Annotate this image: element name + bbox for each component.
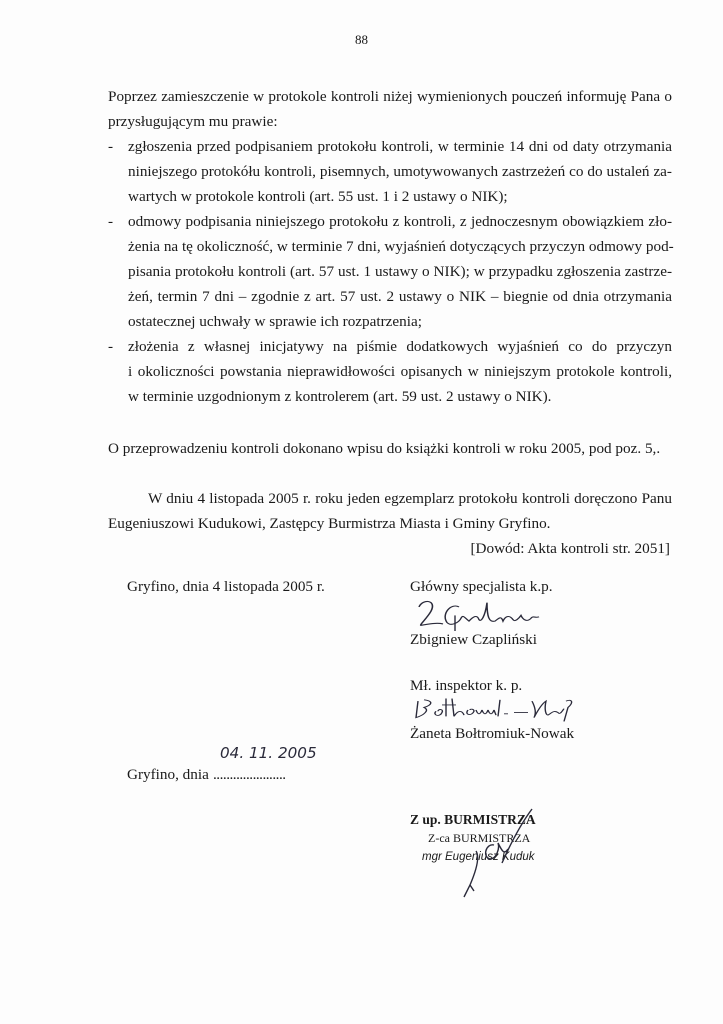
stamp-line-1: Z up. BURMISTRZA: [410, 812, 536, 827]
bullet-2-line-4: żeń, termin 7 dni – zgodnie z art. 57 ust. 2 ustawy o NIK – biegnie od dnia otrzymania: [128, 288, 672, 305]
signature-boltromiuk-nowak: [412, 696, 592, 724]
signature-kuduk: [440, 805, 550, 900]
bullet-dash: -: [108, 138, 114, 155]
stamp-line-3: mgr Eugeniusz Kuduk: [422, 851, 535, 863]
signatory-2-name: Żaneta Bołtromiuk-Nowak: [410, 725, 575, 742]
evidence-reference: [Dowód: Akta kontroli str. 2051]: [470, 540, 670, 557]
intro-line-1: Poprzez zamieszczenie w protokole kontroli niżej wymienionych pouczeń informuję Pana o: [108, 88, 672, 105]
bullet-3-line-2: i okoliczności powstania nieprawidłowości opisanych w niniejszym protokole kontroli,: [128, 363, 672, 380]
bullet-1-line-2: niniejszego protokółu kontroli, pisemnych, umotywowanych zastrzeżeń co do ustaleń za-: [128, 163, 672, 180]
delivery-line-2: Eugeniuszowi Kudukowi, Zastępcy Burmistrza Miasta i Gminy Gryfino.: [108, 515, 551, 532]
bullet-3-line-1: złożenia z własnej inicjatywy na piśmie dodatkowych wyjaśnień co do przyczyn: [128, 338, 672, 355]
place-date: Gryfino, dnia 4 listopada 2005 r.: [127, 578, 325, 595]
bullet-2-line-5: ostatecznej uchwały w sprawie ich rozpatrzenia;: [128, 313, 422, 330]
handwritten-date: 04. 11. 2005: [220, 744, 317, 762]
signatory-1-title: Główny specjalista k.p.: [410, 578, 553, 595]
bullet-dash: -: [108, 338, 114, 355]
bullet-1-line-3: wartych w protokole kontroli (art. 55 ust. 1 i 2 ustawy o NIK);: [128, 188, 508, 205]
second-date-dots: ......................: [213, 766, 286, 783]
delivery-line-1: W dniu 4 listopada 2005 r. roku jeden egzemplarz protokołu kontroli doręczono Panu: [148, 490, 672, 507]
signatory-2-title: Mł. inspektor k. p.: [410, 677, 523, 694]
bullet-dash: -: [108, 213, 114, 230]
bullet-3-line-3: w terminie uzgodnionym z kontrolerem (art. 59 ust. 2 ustawy o NIK).: [128, 388, 552, 405]
second-date-label: Gryfino, dnia: [127, 766, 209, 783]
bullet-1-line-1: zgłoszenia przed podpisaniem protokołu kontroli, w terminie 14 dni od daty otrzymania: [128, 138, 672, 155]
intro-line-2: przysługującym mu prawie:: [108, 113, 278, 130]
stamp-line-2: Z-ca BURMISTRZA: [428, 831, 531, 845]
signatory-1-name: Zbigniew Czapliński: [410, 631, 537, 648]
bullet-2-line-3: pisania protokołu kontroli (art. 57 ust. 1 ustawy o NIK); w przypadku zgłoszenia zastrze-: [128, 263, 672, 280]
signature-czaplinski: [415, 597, 555, 631]
bullet-2-line-2: żenia na tę okoliczność, w terminie 7 dni, wyjaśnień dotyczących przyczyn odmowy pod-: [128, 238, 674, 255]
bullet-2-line-1: odmowy podpisania niniejszego protokołu z kontroli, z jednoczesnym obowiązkiem zło-: [128, 213, 672, 230]
page-number: 88: [355, 32, 368, 47]
control-book-entry-note: O przeprowadzeniu kontroli dokonano wpisu do książki kontroli w roku 2005, pod poz. 5,.: [108, 440, 661, 457]
